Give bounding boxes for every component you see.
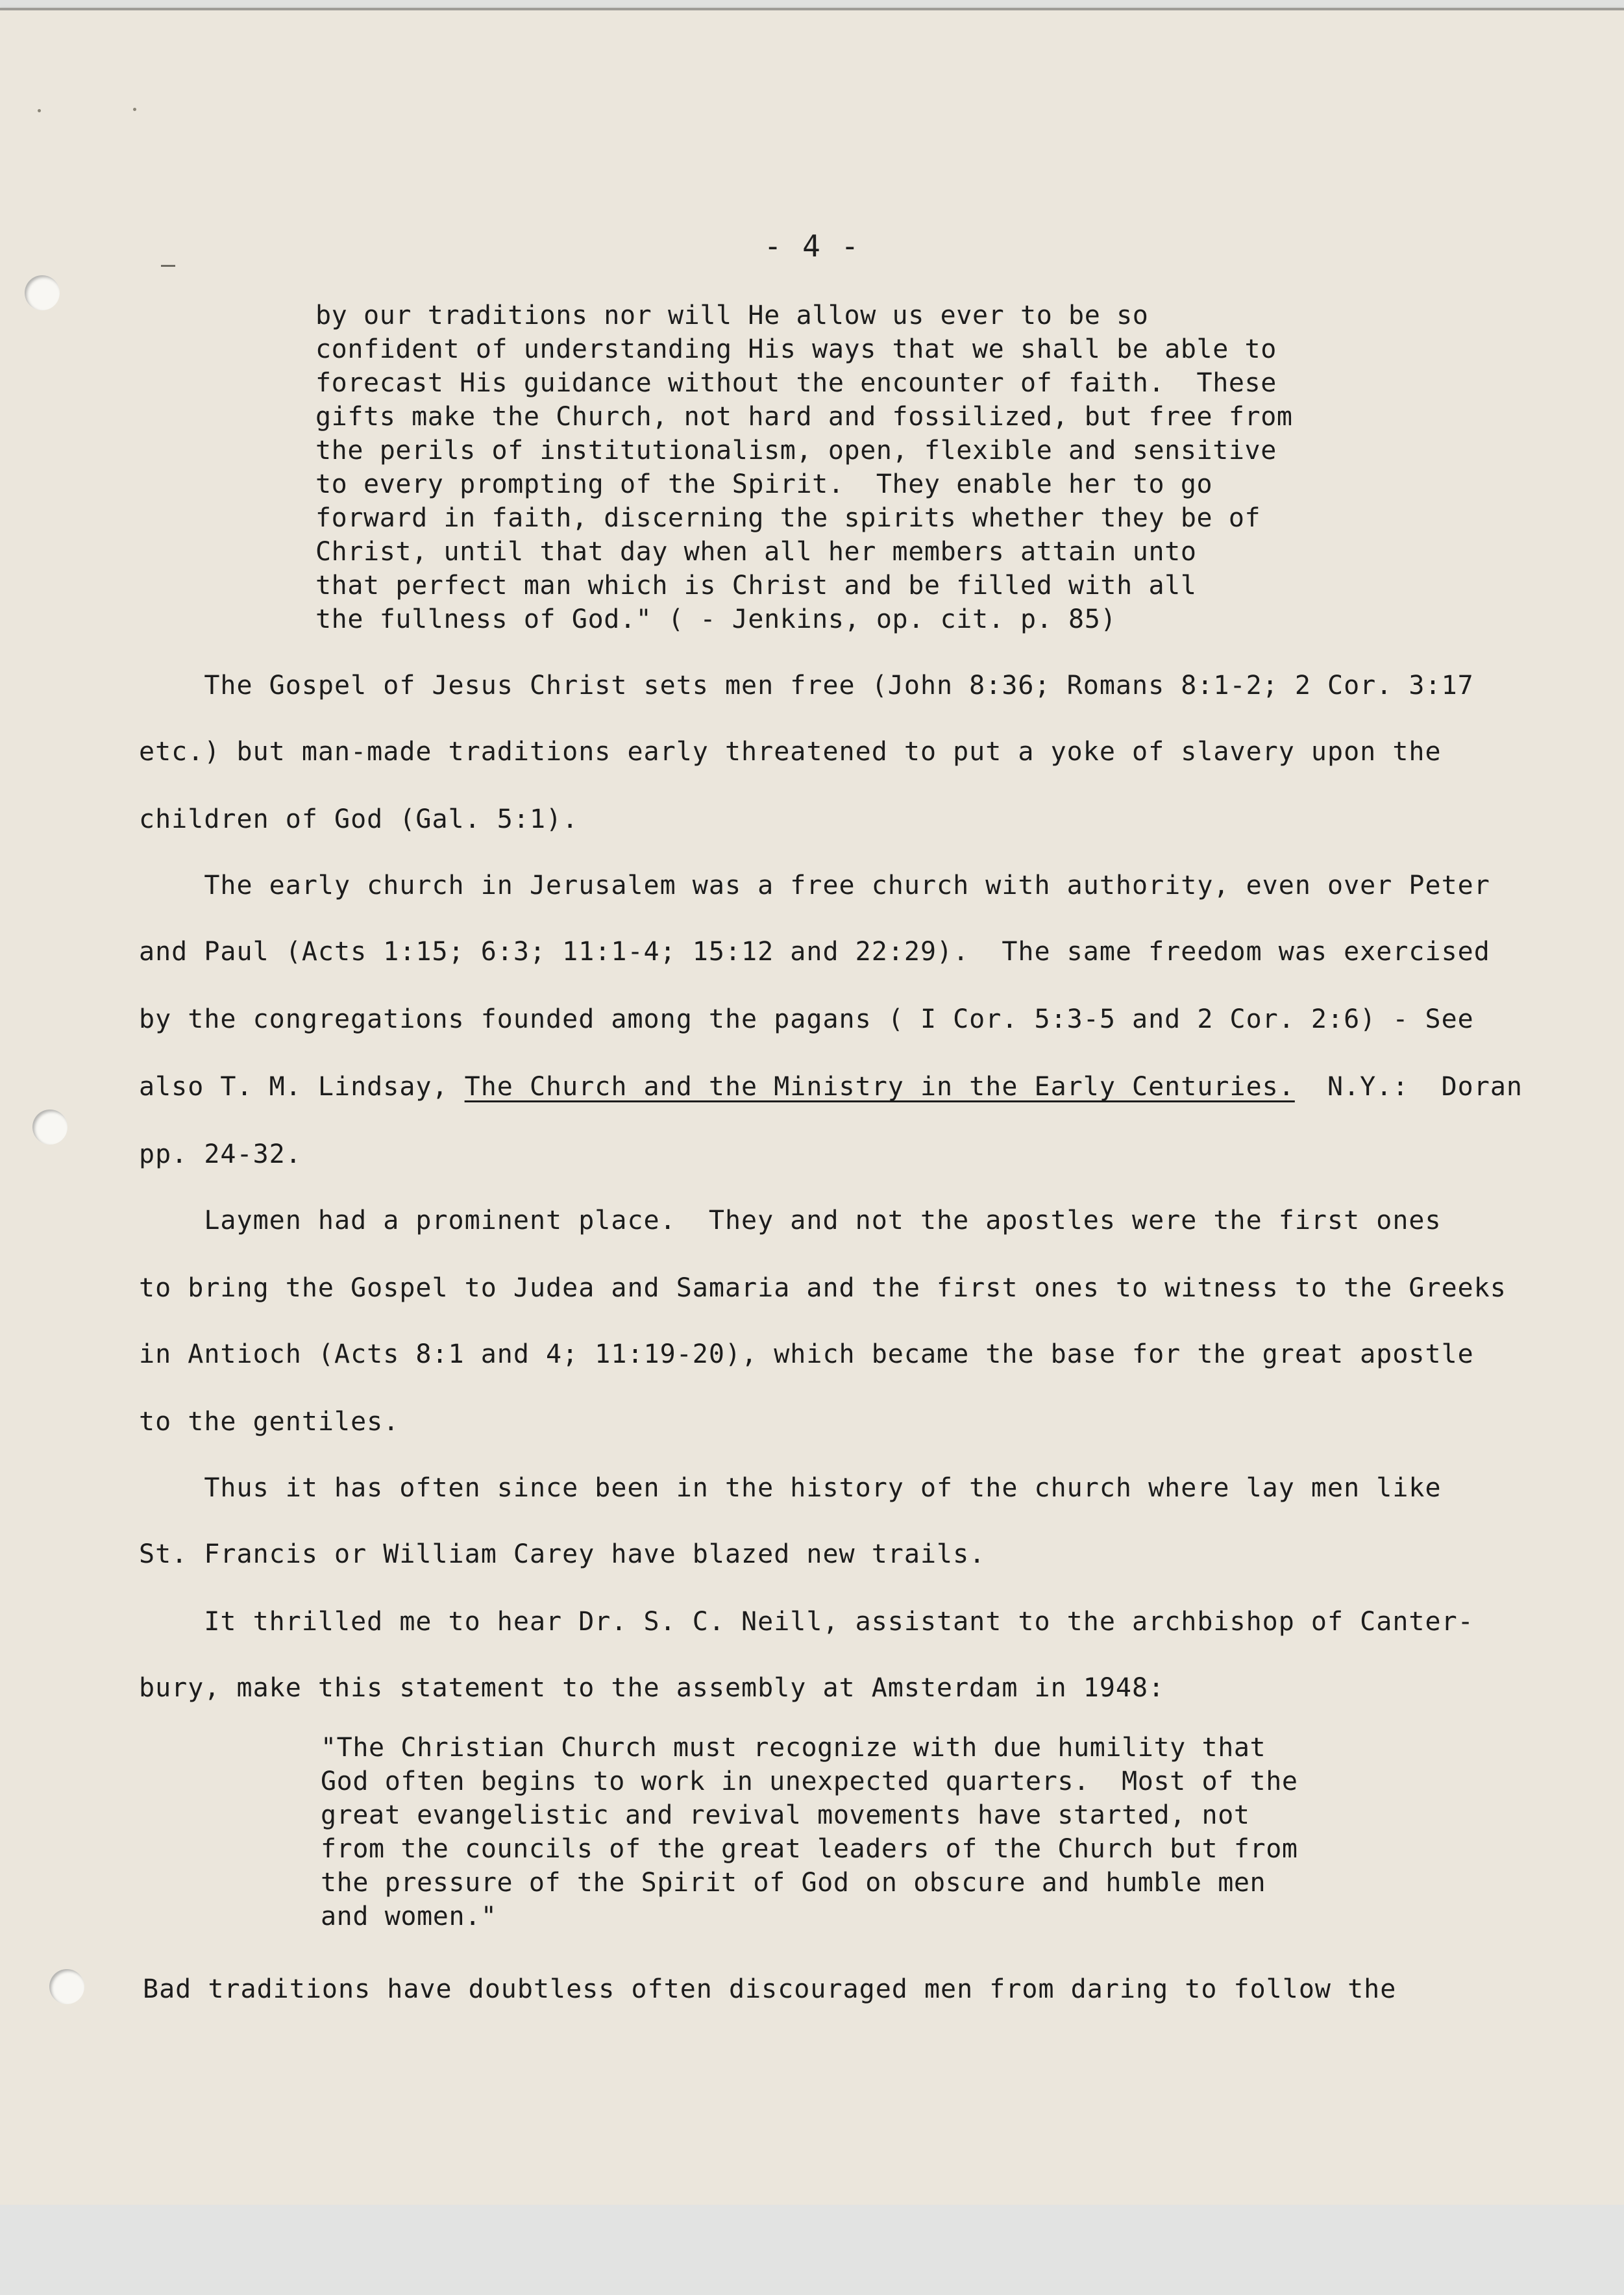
- quote-line: Christ, until that day when all her members attain unto: [315, 537, 1197, 567]
- body-line: Bad traditions have doubtless often discouraged men from daring to follow the: [143, 1974, 1397, 2004]
- body-line: to bring the Gospel to Judea and Samaria and the first ones to witness to the Greeks: [139, 1273, 1507, 1303]
- binder-hole-middle: [32, 1110, 68, 1145]
- body-line: pp. 24-32.: [139, 1139, 302, 1169]
- binder-hole-top: [25, 275, 60, 310]
- binder-hole-bottom: [49, 1969, 84, 2004]
- quote-line: to every prompting of the Spirit. They enable her to go: [315, 469, 1213, 499]
- quote-line: that perfect man which is Christ and be filled with all: [315, 571, 1197, 601]
- quote-line: great evangelistic and revival movements have started, not: [321, 1800, 1250, 1830]
- block-quote-jenkins: [315, 299, 1293, 636]
- body-line: etc.) but man-made traditions early threatened to put a yoke of slavery upon the: [139, 737, 1442, 767]
- quote-line: forward in faith, discerning the spirits whether they be of: [315, 503, 1261, 533]
- block-quote-neill: [321, 1731, 1298, 1933]
- body-line: Laymen had a prominent place. They and not the apostles were the first ones: [139, 1206, 1442, 1235]
- margin-mark: [161, 265, 175, 267]
- body-line: St. Francis or William Carey have blazed new trails.: [139, 1539, 986, 1569]
- body-line: in Antioch (Acts 8:1 and 4; 11:19-20), which became the base for the great apostle: [139, 1339, 1474, 1369]
- body-line: children of God (Gal. 5:1).: [139, 804, 579, 834]
- paper-speck: [38, 109, 41, 112]
- paper-speck: [133, 108, 136, 111]
- quote-line: "The Christian Church must recognize with due humility that: [321, 1733, 1266, 1763]
- quote-line: God often begins to work in unexpected quarters. Most of the: [321, 1767, 1298, 1796]
- body-line: Thus it has often since been in the history of the church where lay men like: [139, 1473, 1442, 1503]
- quote-line: confident of understanding His ways that we shall be able to: [315, 334, 1277, 364]
- body-text: N.Y.: Doran: [1294, 1072, 1523, 1102]
- body-line: to the gentiles.: [139, 1407, 400, 1437]
- page-number: - 4 -: [763, 229, 861, 264]
- body-text: also T. M. Lindsay,: [139, 1072, 465, 1102]
- scan-background: [0, 2205, 1624, 2295]
- body-line: and Paul (Acts 1:15; 6:3; 11:1-4; 15:12 and 22:29). The same freedom was exercised: [139, 937, 1490, 967]
- body-line: It thrilled me to hear Dr. S. C. Neill, assistant to the archbishop of Canter-: [139, 1607, 1474, 1637]
- body-line: by the congregations founded among the pagans ( I Cor. 5:3-5 and 2 Cor. 2:6) - See: [139, 1004, 1474, 1034]
- quote-line: by our traditions nor will He allow us ever to be so: [315, 301, 1149, 330]
- document-page: [0, 8, 1624, 2205]
- quote-line: the perils of institutionalism, open, flexible and sensitive: [315, 436, 1277, 465]
- quote-line: and women.": [321, 1902, 497, 1931]
- body-line: The Gospel of Jesus Christ sets men free (John 8:36; Romans 8:1-2; 2 Cor. 3:17: [139, 671, 1474, 701]
- book-title: The Church and the Ministry in the Early Centuries.: [464, 1072, 1295, 1102]
- quote-line: the pressure of the Spirit of God on obscure and humble men: [321, 1868, 1266, 1898]
- quote-line: the fullness of God." ( - Jenkins, op. cit. p. 85): [315, 604, 1117, 634]
- quote-line: gifts make the Church, not hard and fossilized, but free from: [315, 402, 1293, 432]
- quote-line: forecast His guidance without the encounter of faith. These: [315, 368, 1277, 398]
- quote-line: from the councils of the great leaders of the Church but from: [321, 1834, 1298, 1864]
- body-line-with-title: [139, 1071, 1523, 1102]
- body-line: bury, make this statement to the assembly at Amsterdam in 1948:: [139, 1673, 1165, 1703]
- body-line: The early church in Jerusalem was a free church with authority, even over Peter: [139, 871, 1490, 900]
